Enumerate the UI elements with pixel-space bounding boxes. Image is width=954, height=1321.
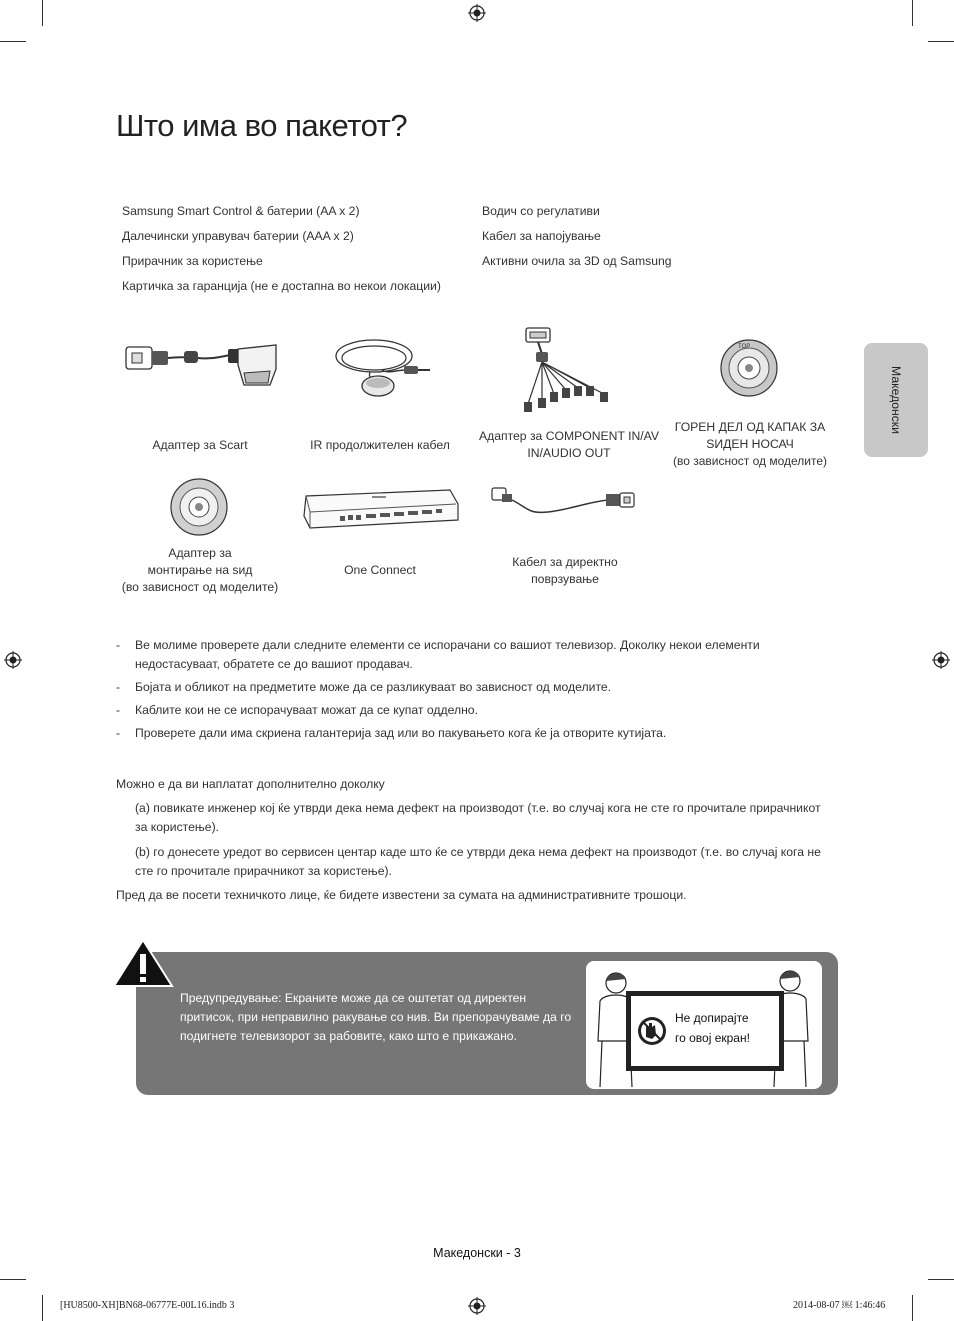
charges-item-a: (a) повикате инженер кој ќе утврди дека нема дефект на производот (т.е. во случај кога не сте го прочитале прирачникот за користење). [135,801,821,834]
note-text: Бојата и обликот на предметите може да се разликуваат во зависност од моделите. [135,680,612,694]
list-item: Водич со регулативи [482,204,600,218]
registration-mark-icon [932,651,950,669]
caption-line: IN/AUDIO OUT [527,446,611,460]
file-info: [HU8500-XH]BN68-06777E-00L16.indb 3 [60,1300,235,1311]
tv-handling-illustration [586,961,822,1089]
crop-mark [928,1279,954,1280]
caption-line: IR продолжителен кабел [310,438,450,452]
component-av-adapter-icon [508,324,620,416]
crop-mark [0,1279,26,1280]
item-caption-scart [130,437,270,454]
side-tab-label: Македонски [889,366,903,434]
registration-mark-icon [4,651,22,669]
warning-triangle-icon [112,938,174,988]
caption-line: Адаптер за Scart [152,438,248,452]
item-caption-ir [300,437,460,454]
charges-outro: Пред да ве посети техничкото лице, ќе бидете известени за сумата на административните трошоци. [116,888,687,902]
language-side-tab [864,343,928,457]
warning-label: Предупредување [180,991,279,1005]
note-text: Проверете дали има скриена галантерија зад или во пакувањето кога ќе ја отворите кутијата. [135,726,667,740]
item-caption-component [474,428,664,462]
scart-adapter-icon [120,335,282,395]
ir-extension-cable-icon [326,330,436,406]
caption-line: (во зависност од моделите) [672,454,828,468]
crop-mark [912,0,913,26]
list-item: Активни очила за 3D од Samsung [482,254,672,268]
page-footer: Македонски - 3 [433,1246,521,1260]
list-item: Samsung Smart Control & батерии (AA x 2) [122,204,360,218]
note-item: - Ве молиме проверете дали следните елементи се испорачани со вашиот телевизор. Доколку некои елементи недостасуваат, обратете се до вашиот продавач. [116,638,760,671]
note-item: - Бојата и обликот на предметите може да се разликуваат во зависност од моделите. [116,680,612,694]
list-item: Прирачник за користење [122,254,263,268]
item-caption-direct-cable [490,554,640,588]
note-item: - Каблите кои не се испорачуваат можат да се купат одделно. [116,703,478,717]
caption-line: Адаптер за [168,546,232,560]
item-caption-wall-cover [664,419,836,470]
note-item: - Проверете дали има скриена галантерија зад или во пакувањето кога ќе ја отворите кутијата. [116,726,667,740]
charges-intro: Можно е да ви наплатат дополнително доколку [116,777,385,791]
wall-mount-adapter-icon [168,476,230,538]
package-list-right [482,199,672,274]
caption-line: One Connect [344,563,416,577]
caption-line: Адаптер за COMPONENT IN/AV [478,429,660,443]
charges-item-b: (b) го донесете уредот во сервисен центар каде што ќе се утврди дека нема дефект на производот (т.е. во случај кога не сте го прочитале прирачникот за користење). [135,845,821,878]
item-caption-wall-adapter [114,545,286,596]
list-item: Кабел за напојување [482,229,601,243]
crop-mark [42,0,43,26]
top-label: TOP [738,344,751,350]
direct-connection-cable-icon [488,484,640,522]
warning-body: : Екраните може да се оштетат од директен притисок, при неправилно ракување со нив. Ви препорачуваме да го подигнете телевизорот за рабовите, како што е прикажано. [180,991,572,1043]
registration-mark-icon [468,1297,486,1315]
page-title: Што има во пакетот? [116,108,408,143]
crop-mark [912,1295,913,1321]
caption-line: Кабел за директно [512,555,618,569]
caption-line: поврзување [531,572,599,586]
note-text: Каблите кои не се испорачуваат можат да се купат одделно. [135,703,478,717]
tv-screen-text [675,1008,750,1048]
notes-list [116,636,836,747]
list-item: Картичка за гаранција (не е достапна во некои локации) [122,279,441,293]
package-list-left [122,199,441,299]
registration-mark-icon [468,4,486,22]
item-caption-one-connect [320,562,440,579]
crop-mark [0,41,26,42]
warning-text [180,989,580,1046]
caption-line: ГОРЕН ДЕЛ ОД КАПАК ЗА [674,420,826,434]
crop-mark [42,1295,43,1321]
wall-mount-cover-icon [716,336,780,400]
crop-mark [928,41,954,42]
screen-text-line: Не допирајте [675,1011,749,1025]
one-connect-box-icon [300,486,462,532]
note-text: Ве молиме проверете дали следните елементи се испорачани со вашиот телевизор. Доколку некои елементи недостасуваат, обратете се до вашиот продавач. [135,638,760,671]
caption-line: ЅИДЕН НОСАЧ [706,437,794,451]
caption-line: (во зависност од моделите) [121,580,279,594]
list-item: Далечински управувач батерии (AAA x 2) [122,229,354,243]
screen-text-line: го овој екран! [675,1031,750,1045]
print-timestamp: 2014-08-07 ￼ 1:46:46 [793,1300,886,1311]
caption-line: монтирање на ѕид [147,563,253,577]
